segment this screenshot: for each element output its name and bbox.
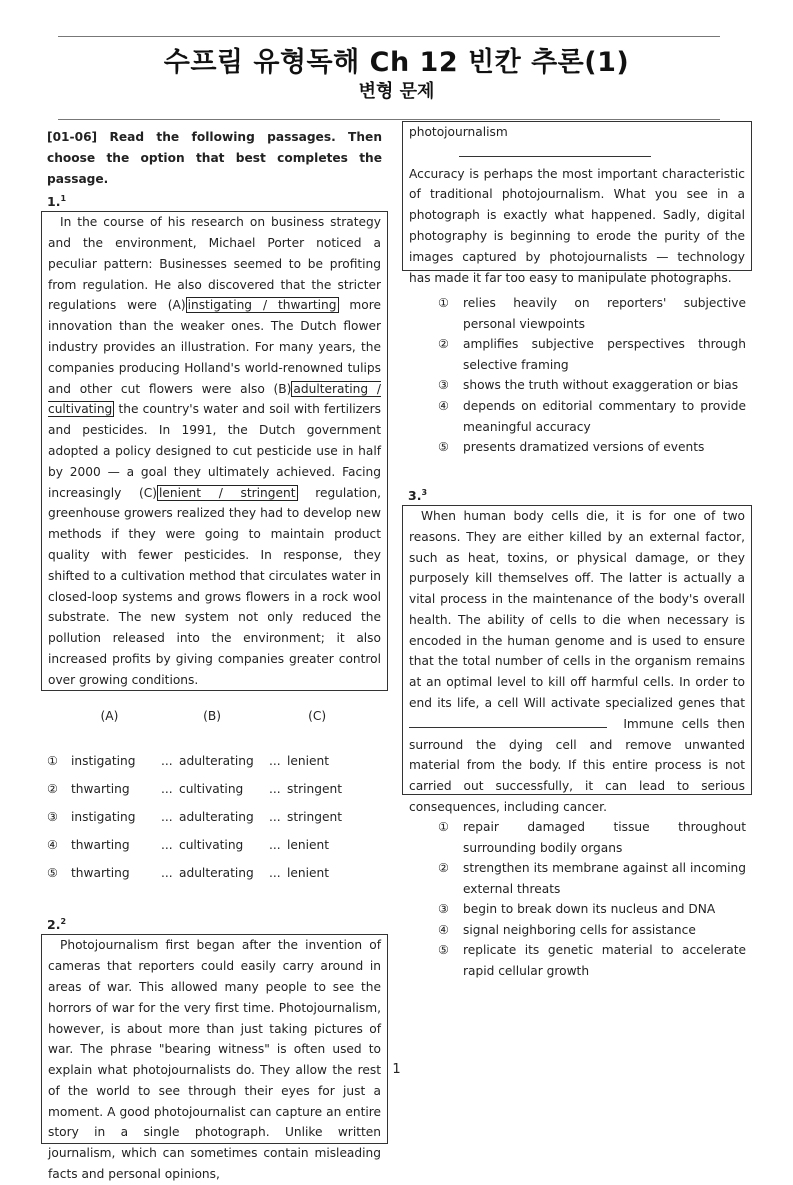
option-4[interactable]: ④ depends on editorial commentary to provide meaningful accuracy xyxy=(438,398,746,434)
question-2-number: 2.$^2$ xyxy=(47,917,67,933)
option-3[interactable]: ③ begin to break down its nucleus and DNA xyxy=(438,902,716,917)
title-bottom-rule xyxy=(58,119,720,120)
top-rule xyxy=(58,36,720,37)
choice-box-a: instigating / thwarting xyxy=(187,298,337,313)
option-2[interactable]: ② amplifies subjective perspectives through selective framing xyxy=(438,337,746,372)
right-column xyxy=(402,121,752,982)
answer-choice-3[interactable]: ③ instigating ... adulterating ... stringent xyxy=(47,810,342,825)
question-2-passage-part2: photojournalism Accuracy is perhaps the most important characteristic of traditional photojournalism. What you see in a photograph is exactly what happened. Sadly, digital photography is beginning to erode the purity of the images captured by photojournalists — technology has made it far too easy to manipulate photographs. xyxy=(402,121,752,271)
question-1-choices xyxy=(41,747,388,887)
choice-box-c: lenient / stringent xyxy=(159,485,296,500)
question-3-number: 3.$^3$ xyxy=(408,487,428,503)
answer-choice-1[interactable]: ① instigating ... adulterating ... lenient xyxy=(47,754,329,769)
option-1[interactable]: ① repair damaged tissue throughout surrounding bodily organs xyxy=(438,819,746,855)
left-column xyxy=(41,127,388,1182)
footnote-marker: 1 xyxy=(60,194,67,203)
question-1-number: 1.$^1$ xyxy=(47,194,67,210)
question-2-options xyxy=(402,293,752,458)
footnote-marker: 3 xyxy=(421,487,428,497)
option-1[interactable]: ① relies heavily on reporters' subjective personal viewpoints xyxy=(438,296,746,331)
option-5[interactable]: ⑤ replicate its genetic material to accelerate rapid cellular growth xyxy=(438,943,746,979)
question-3-options xyxy=(402,817,752,982)
page-number: 1 xyxy=(392,1062,401,1077)
instructions: [01-06] Read the following passages. Then choose the option that best completes the passage. xyxy=(47,130,382,186)
choice-box-b: adulterating / cultivating xyxy=(48,381,381,417)
option-3[interactable]: ③ shows the truth without exaggeration or bias xyxy=(438,378,739,393)
question-1-passage: In the course of his research on business strategy and the environment, Michael Porter noticed a peculiar pattern: Businesses seemed to be profiting from regulation. He also discovered that the stricter regulations were (A) instigating / thwarting more innovation than the weaker ones. The Dutch flower industry provides an illustration. For many years, the companies producing Holland's world-renowned tulips and other cut flowers were also (B) adulterating / cultivating the country's water and soil with fertilizers and pesticides. In 1991, the Dutch government adopted a policy designed to cut pesticide use in half by 2000 — a goal they ultimately achieved. Facing increasingly (C) lenient / stringent regulation, greenhouse growers realized they had to develop new methods if they were going to maintain product quality with fewer pesticides. In response, they shifted to a cultivation method that circulates water in closed-loop systems and grows flowers in a rock wool substrate. The new system not only reduced the pollution released into the environment; it also increased profits by giving companies greater control over growing conditions. xyxy=(41,211,388,691)
answer-choice-2[interactable]: ② thwarting ... cultivating ... stringent xyxy=(47,782,342,797)
answer-choice-4[interactable]: ④ thwarting ... cultivating ... lenient xyxy=(47,838,329,853)
answer-blank xyxy=(459,144,651,157)
answer-column-headers: (A) (B) (C) xyxy=(100,709,327,724)
question-2-passage-part1: Photojournalism first began after the invention of cameras that reporters could easily carry around in areas of war. This allowed many people to see the horrors of war for the very first time. Photojournalism, however, is about more than just taking pictures of war. The phrase "bearing witness" is often used to explain what photojournalists do. They allow the rest of the world to see through their eyes for just a moment. A good photojournalist can capture an entire story in a single photograph. Unlike written journalism, which can sometimes contain misleading facts and personal opinions, xyxy=(41,934,388,1144)
footnote-marker: 2 xyxy=(60,917,67,927)
page-subtitle: 변형 문제 xyxy=(358,81,435,102)
option-4[interactable]: ④ signal neighboring cells for assistance xyxy=(438,922,696,937)
option-5[interactable]: ⑤ presents dramatized versions of events xyxy=(438,440,705,455)
answer-blank xyxy=(409,715,607,728)
option-2[interactable]: ② strengthen its membrane against all incoming external threats xyxy=(438,861,746,896)
answer-choice-5[interactable]: ⑤ thwarting ... adulterating ... lenient xyxy=(47,866,329,881)
page-title: 수프림 유형독해 Ch 12 빈칸 추론(1) xyxy=(163,47,630,78)
question-3-passage: When human body cells die, it is for one of two reasons. They are either killed by an external factor, such as heat, toxins, or physical damage, or they purposely kill themselves off. The latter is actually a vital process in the maintenance of the body's overall health. The ability of cells to die when necessary is encoded in the human genome and is used to ensure that the total number of cells in the organism remains at an optimal level to kill off harmful cells. In order to end its life, a cell Will activate specialized genes that Immune cells then surround the dying cell and remove unwanted material from the body. If this entire process is not carried out successfully, it can lead to serious consequences, including cancer. xyxy=(402,505,752,795)
